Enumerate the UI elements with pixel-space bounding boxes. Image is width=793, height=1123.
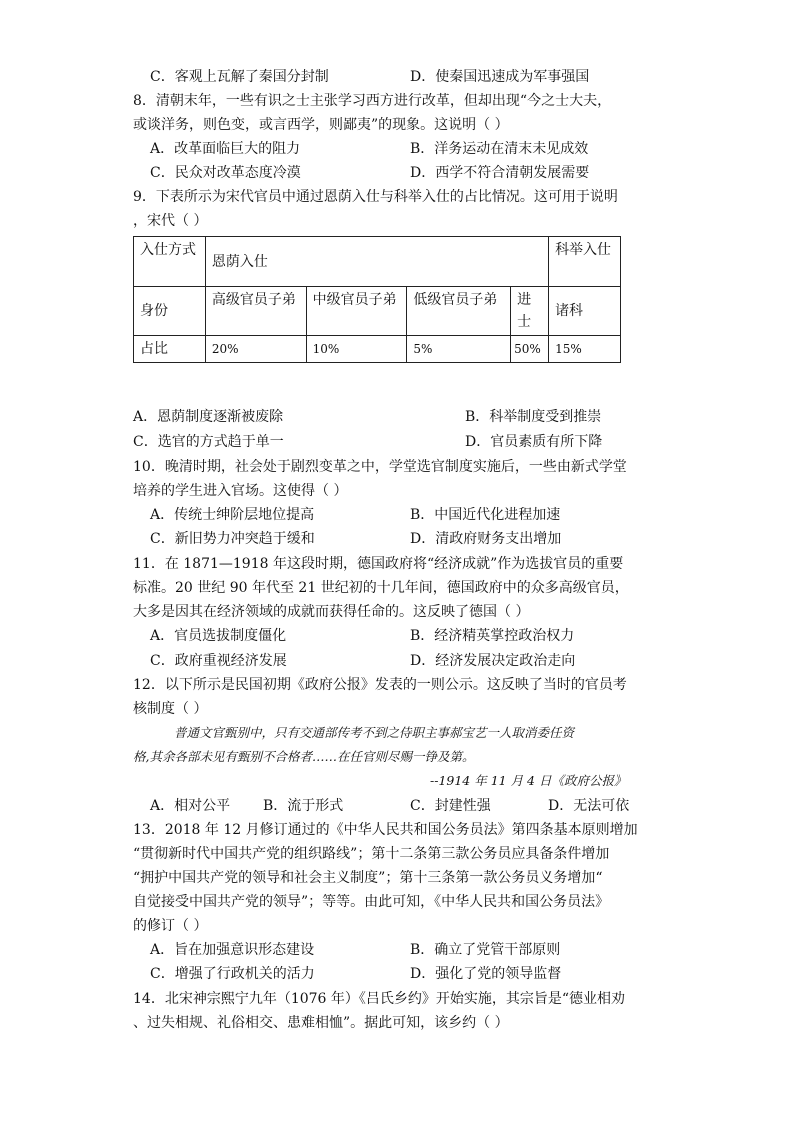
text-line: D．清政府财务支出增加: [410, 531, 562, 547]
text-line: C．民众对改革态度冷漠: [150, 165, 301, 181]
text-line: 或谈洋务，则色变，或言西学，则鄙夷”的现象。这说明（ ）: [133, 117, 509, 133]
text-line: C．新旧势力冲突趋于缓和: [150, 531, 315, 547]
table-header-row-1: [134, 237, 621, 287]
table-cell: 20%: [205, 336, 306, 363]
text-line: 12．以下所示是民国初期《政府公报》发表的一则公示。这反映了当时的官员考: [133, 677, 627, 693]
text-line: “拥护中国共产党的领导和社会主义制度”；第十三条第一款公务员义务增加“: [133, 870, 603, 886]
text-line: ，宋代（ ）: [133, 213, 208, 229]
text-line: 8．清朝末年，一些有识之士主张学习西方进行改革，但却出现“今之士大夫，: [133, 93, 612, 109]
table-cell: 诸科: [549, 287, 621, 336]
text-line: C．政府重视经济发展: [150, 653, 287, 669]
text-line: 、过失相规、礼俗相交、患难相恤”。据此可知，该乡约（ ）: [133, 1015, 509, 1031]
table-cell: 高级官员子弟: [205, 287, 306, 336]
table-cell: 低级官员子弟: [407, 287, 511, 336]
text-line: B．洋务运动在清末未见成效: [410, 141, 589, 157]
text-line: B．科举制度受到推崇: [465, 409, 602, 425]
text-line: 9．下表所示为宋代官员中通过恩荫入仕与科举入仕的占比情况。这可用于说明: [133, 189, 618, 205]
table-cell: 15%: [549, 336, 621, 363]
text-line: A．相对公平: [150, 798, 231, 814]
text-line: C．封建性强: [410, 798, 491, 814]
text-line: D．无法可依: [548, 798, 630, 814]
text-line: 10．晚清时期，社会处于剧烈变革之中，学堂选官制度实施后，一些由新式学堂: [133, 459, 627, 475]
text-line: B．经济精英掌控政治权力: [410, 628, 575, 644]
text-line: A．改革面临巨大的阻力: [150, 141, 301, 157]
text-line: 14．北宋神宗熙宁九年（1076 年）《吕氏乡约》开始实施，其宗旨是“德业相劝: [133, 991, 626, 1007]
text-line: 的修订（ ）: [133, 918, 208, 934]
text-line: B．确立了党管干部原则: [410, 942, 561, 958]
text-line: B．流于形式: [263, 798, 344, 814]
table-cell: 科举入仕: [549, 237, 621, 287]
text-line: C．客观上瓦解了秦国分封制: [150, 69, 329, 85]
text-line: 自觉接受中国共产党的领导”；等等。由此可知，《中华人民共和国公务员法》: [133, 894, 610, 910]
text-line: A．恩荫制度逐渐被废除: [133, 409, 284, 425]
table-cell: 50%: [511, 336, 549, 363]
text-line: A．旨在加强意识形态建设: [150, 942, 315, 958]
text-line: D．官员素质有所下降: [465, 434, 603, 450]
text-line: A．官员选拔制度僵化: [150, 628, 287, 644]
table-cell: 进士: [511, 287, 549, 336]
text-line: 11．在 1871—1918 年这段时期，德国政府将“经济成就”作为选拔官员的重要: [133, 556, 624, 572]
table-cell: 5%: [407, 336, 511, 363]
table-cell: 中级官员子弟: [306, 287, 407, 336]
text-line: 核制度（ ）: [133, 701, 208, 717]
text-line: 大多是因其在经济领域的成就而获得任命的。这反映了德国（ ）: [133, 604, 530, 620]
song-officials-table: [133, 236, 621, 363]
text-line: A．传统士绅阶层地位提高: [150, 507, 315, 523]
quote-source: --1914 年 11 月 4 日《政府公报》: [430, 773, 627, 788]
quote-line-2: 格,其余各部未见有甄别不合格者……在任官则尽赐一铮及第。: [133, 749, 475, 764]
text-line: “贯彻新时代中国共产党的组织路线”；第十二条第三款公务员应具备条件增加: [133, 846, 610, 862]
text-line: C．选官的方式趋于单一: [133, 434, 284, 450]
table-header-row-2: [134, 287, 621, 336]
table-cell: 占比: [134, 336, 206, 363]
text-line: 标准。20 世纪 90 年代至 21 世纪初的十几年间，德国政府中的众多高级官员，: [133, 580, 629, 596]
table-cell: 身份: [134, 287, 206, 336]
text-line: D．使秦国迅速成为军事强国: [410, 69, 590, 85]
text-line: D．强化了党的领导监督: [410, 966, 562, 982]
table-data-row: [134, 336, 621, 363]
table-cell: 恩荫入仕: [205, 237, 548, 287]
text-line: 13．2018 年 12 月修订通过的《中华人民共和国公务员法》第四条基本原则增加: [133, 822, 638, 838]
text-line: D．西学不符合清朝发展需要: [410, 165, 590, 181]
text-line: B．中国近代化进程加速: [410, 507, 561, 523]
table-cell: 10%: [306, 336, 407, 363]
table-cell: 入仕方式: [134, 237, 206, 287]
text-line: 培养的学生进入官场。这使得（ ）: [133, 483, 348, 499]
text-line: D．经济发展决定政治走向: [410, 653, 576, 669]
quote-line-1: 普通文官甄别中，只有交通部传考不到之侍职主事郝宝艺一人取消委任资: [174, 725, 575, 740]
text-line: C．增强了行政机关的活力: [150, 966, 315, 982]
